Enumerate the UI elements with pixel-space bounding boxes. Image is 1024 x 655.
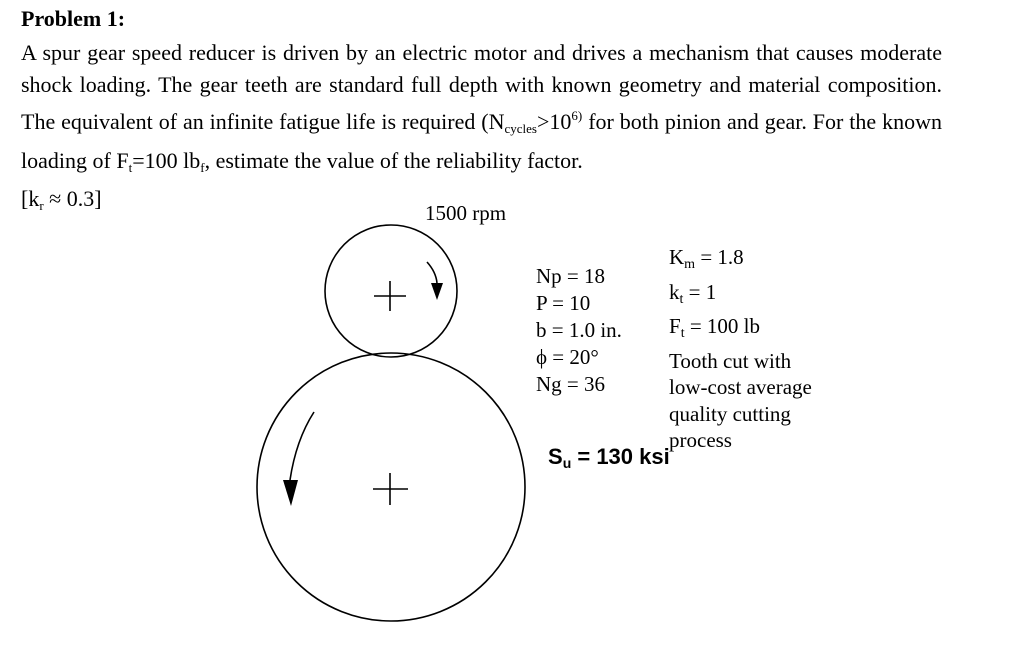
factor-km-main: K xyxy=(669,245,685,269)
gear-parameters xyxy=(536,263,622,398)
tooth-note-line: quality cutting xyxy=(669,401,791,426)
factor-kt-subscript: t xyxy=(679,291,684,307)
strength-main: S xyxy=(548,444,563,469)
factor-km xyxy=(669,244,812,279)
statement-text-4: =100 lb xyxy=(132,147,201,173)
param-gear-teeth: Ng = 36 xyxy=(536,372,606,396)
tooth-note-line: process xyxy=(669,428,732,452)
hint-rest: ≈ 0.3] xyxy=(43,186,102,211)
force-t-subscript: t xyxy=(128,159,133,175)
strength-value: = 130 ksi xyxy=(571,444,670,469)
factor-ft-main: F xyxy=(669,314,681,338)
load-factors xyxy=(669,244,812,454)
factor-kt-value: = 1 xyxy=(683,279,717,304)
problem-title: Problem 1: xyxy=(21,6,126,31)
param-face-width: b = 1.0 in. xyxy=(536,318,622,342)
statement-text-1: A spur gear speed reducer is driven by an electric motor and drives a mechanism that causes moderate shock loading. The gear teeth are standard full depth with known geometry and material composition. The equivalent of an infinite fatigue life is required (N xyxy=(21,40,942,134)
tooth-note-line: low-cost average xyxy=(669,375,812,399)
speed-label: 1500 rpm xyxy=(425,201,507,225)
statement-text-2: >10 xyxy=(536,109,572,134)
cycles-subscript: cycles xyxy=(504,121,537,136)
pinion-center-plus-icon xyxy=(374,281,406,311)
param-pinion-teeth: Np = 18 xyxy=(536,264,606,288)
param-diametral-pitch: P = 10 xyxy=(536,291,591,315)
lb-f-subscript: f xyxy=(200,159,205,175)
statement-text-3: for both pinion and gear. For the known loading of F xyxy=(21,109,942,173)
gear-circle xyxy=(257,353,525,621)
gear-rotation-counterclockwise-arrow-icon xyxy=(283,412,314,506)
tooth-note-line: Tooth cut with xyxy=(669,348,792,373)
factor-ft-subscript: t xyxy=(680,326,685,341)
ultimate-strength xyxy=(548,444,670,471)
factor-km-subscript: m xyxy=(684,257,696,272)
factor-kt xyxy=(669,279,812,314)
exponent-superscript: 6) xyxy=(571,108,583,123)
pinion-rotation-clockwise-arrow-icon xyxy=(427,262,443,300)
factor-kt-main: k xyxy=(669,279,680,304)
statement-text-5: , estimate the value of the reliability factor. xyxy=(204,147,583,173)
factor-km-value: = 1.8 xyxy=(695,245,744,269)
problem-statement xyxy=(21,37,942,222)
factor-ft xyxy=(669,313,812,348)
factor-ft-value: = 100 lb xyxy=(684,314,761,338)
gear-center-plus-icon xyxy=(373,473,408,505)
hint-open: [k xyxy=(21,186,40,211)
strength-subscript: u xyxy=(562,455,572,471)
hint-r-subscript: r xyxy=(39,198,44,213)
param-pressure-angle: ϕ = 20° xyxy=(536,345,599,369)
